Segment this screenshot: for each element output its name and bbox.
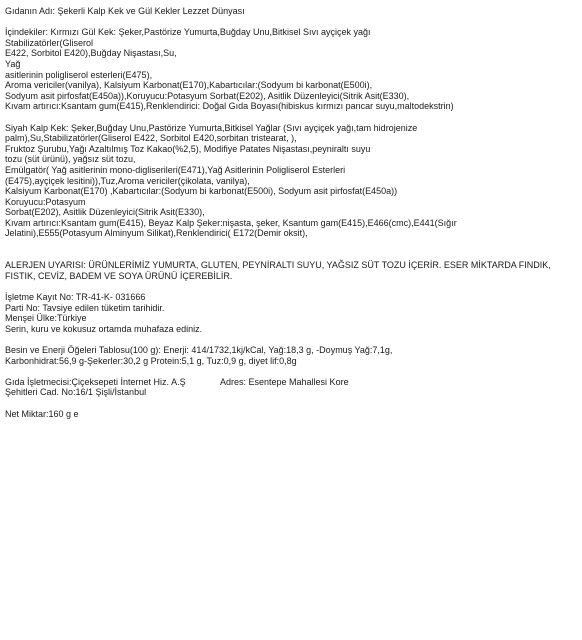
registration-info xyxy=(5,292,577,334)
ingredients-line: Kıvam artırıcı:Ksantam gum(E415),Renklendirici: Doğal Gıda Boyası(hibiskus kırmızı pancar suyu,maltodekstrin) xyxy=(5,101,454,112)
nutrition-line: Besin ve Enerji Öğeleri Tablosu(100 g): Enerji: 414/1732,1kj/kCal, Yağ:18,3 g, -Doymuş Yağ:7,1g, xyxy=(5,345,393,355)
spacer xyxy=(5,334,577,345)
business-address-line2: Şehitleri Cad. No:16/1 Şişli/İstanbul xyxy=(5,387,147,398)
registration-number: İşletme Kayıt No: TR-41-K- 031666 xyxy=(5,292,146,303)
spacer xyxy=(5,17,577,28)
ingredients-line: Jelatini),E555(Potasyum Alminyum Silikat),Renklendirici( E172(Demir oksit), xyxy=(5,228,308,239)
allergen-line: ALERJEN UYARISI: ÜRÜNLERİMİZ YUMURTA, GLUTEN, PEYNİRALTI SUYU, YAĞSIZ SÜT TOZU İÇERİR. ESER MİKTARDA FINDIK, xyxy=(5,260,551,271)
spacer xyxy=(5,281,577,292)
ingredients-line: Stabilizatörler(Gliserol xyxy=(5,37,94,48)
ingredients-line: E422, Sorbitol E420),Buğday Nişastası,Su, xyxy=(5,48,177,59)
ingredients-line: tozu (süt ürünü), yağsız süt tozu, xyxy=(5,154,136,165)
business-row xyxy=(5,377,577,388)
storage-instructions: Serin, kuru ve kokusuz ortamda muhafaza ediniz. xyxy=(5,323,203,334)
business-name: Gıda İşletmecisi:Çiçeksepeti İnternet Hiz. A.Ş xyxy=(5,376,186,387)
ingredients-red-rose-cake xyxy=(5,27,577,112)
product-name: Gıdanın Adı: Şekerli Kalp Kek ve Gül Kekler Lezzet Dünyası xyxy=(5,6,245,16)
ingredients-line: Siyah Kalp Kek: Şeker,Buğday Unu,Pastörize Yumurta,Bitkisel Yağlar (Sıvı ayçiçek yağı,tam hidrojenize xyxy=(5,122,418,133)
net-weight: Net Miktar:160 g e xyxy=(5,408,79,419)
ingredients-line: Kalsiyum Karbonat(E170) ,Kabartıcılar:(Sodyum bi karbonat(E500i), Sodyum asit pirfosfat(E450a)) xyxy=(5,186,398,197)
allergen-line: FISTIK, CEVİZ, BADEM VE SOYA ÜRÜNÜ İÇEREBİLİR. xyxy=(5,270,233,281)
spacer xyxy=(5,398,577,409)
spacer xyxy=(5,250,577,261)
nutrition-facts xyxy=(5,345,577,366)
ingredients-line: Kıvam artırıcı:Ksantam gum(E415), Beyaz Kalp Şeker:nişasta, şeker, Ksantum gam(E415),E466(cmc),E441(Sığır xyxy=(5,217,457,228)
nutrition-line: Karbonhidrat:56,9 g-Şekerler:30,2 g Protein:5,1 g, Tuz:0,9 g, diyet lif:0,8g xyxy=(5,355,297,366)
allergen-warning xyxy=(5,260,577,281)
ingredients-line: Fruktoz Şurubu,Yağı Azaltılmış Toz Kakao(%2,5), Modifiye Patates Nişastası,peyniraltı suyu xyxy=(5,143,371,154)
spacer xyxy=(5,112,577,123)
ingredients-line: Emülgatör( Yağ asitlerinin mono-digliserileri(E471),Yağ Asitlerinin Poligliserol Esterleri xyxy=(5,164,346,175)
ingredients-line: Sorbat(E202), Asitlik Düzenleyici(Sitrik Asit(E330), xyxy=(5,207,205,218)
ingredients-line: Yağ xyxy=(5,58,21,69)
spacer xyxy=(5,366,577,377)
ingredients-line: Aroma vericiler(vanilya), Kalsiyum Karbonat(E170),Kabartıcılar:(Sodyum bi karbonat(E500i), xyxy=(5,80,373,91)
ingredients-black-heart-cake xyxy=(5,123,577,240)
ingredients-line: Koruyucu:Potasyum xyxy=(5,196,86,207)
ingredients-line: İçindekiler: Kırmızı Gül Kek: Şeker,Pastörize Yumurta,Buğday Unu,Bitkisel Sıvı ayçiçek yağı xyxy=(5,27,371,38)
ingredients-line: palm),Su,Stabilizatörler(Gliserol E422, Sorbitol E420,sorbitan tristearat, ), xyxy=(5,133,297,144)
ingredients-line: Sodyum asit pirfosfat(E450a)),Koruyucu:Potasyum Sorbat(E202), Asitlik Düzenleyici(Sitrik Asit(E330), xyxy=(5,90,410,101)
spacer xyxy=(5,239,577,250)
business-address: Adres: Esentepe Mahallesi Kore xyxy=(220,376,349,387)
country-of-origin: Menşei Ülke:Türkiye xyxy=(5,313,87,324)
ingredients-line: (E475),ayçiçek lesitini)),Tuz,Aroma vericiler(çikolata, vanilya), xyxy=(5,175,250,186)
batch-number: Parti No: Tavsiye edilen tüketim tarihidir. xyxy=(5,302,165,313)
ingredients-line: asitlerinin poligliserol esterleri(E475), xyxy=(5,69,153,80)
business-info xyxy=(5,377,577,398)
product-label xyxy=(5,6,577,419)
